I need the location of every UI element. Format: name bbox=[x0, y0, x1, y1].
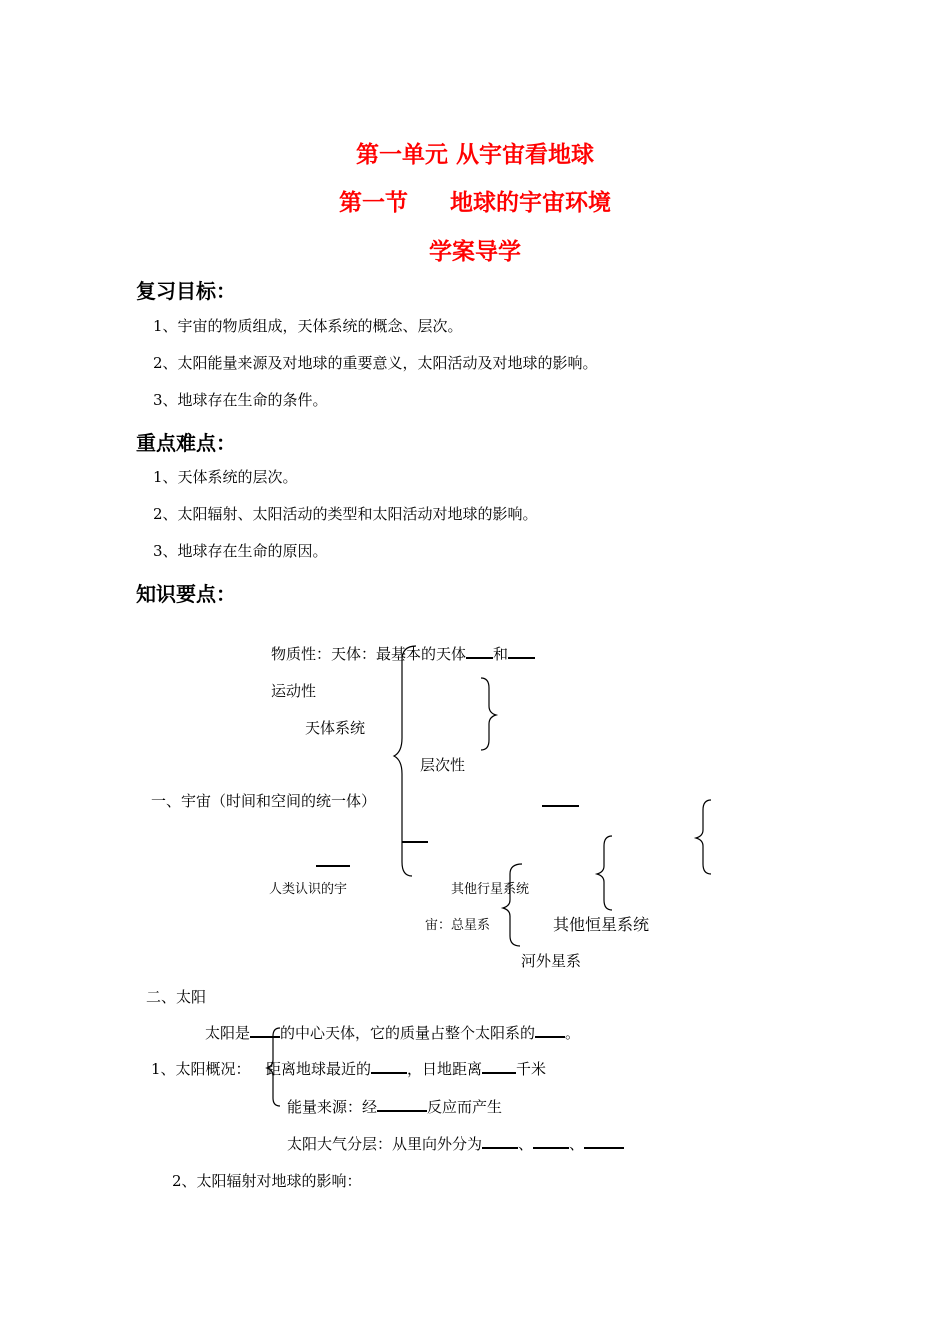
review-heading: 复习目标： bbox=[136, 279, 236, 303]
matter-line bbox=[271, 643, 535, 664]
blank[interactable] bbox=[533, 1133, 569, 1149]
sun-heading: 二、太阳 bbox=[146, 988, 207, 1006]
key-heading: 重点难点： bbox=[136, 431, 236, 455]
motion-label: 运动性 bbox=[271, 682, 317, 700]
blank[interactable] bbox=[535, 1022, 565, 1038]
sun-text: 反应而产生 bbox=[427, 1098, 503, 1116]
sun-text: ，日地距离 bbox=[407, 1060, 483, 1078]
blank[interactable] bbox=[466, 643, 493, 659]
key-item: 2、太阳辐射、太阳活动的类型和太阳活动对地球的影响。 bbox=[153, 505, 538, 523]
sun-line-3 bbox=[287, 1096, 502, 1117]
universe-label: 一、宇宙（时间和空间的统一体） bbox=[151, 792, 377, 810]
key-item: 1、天体系统的层次。 bbox=[153, 468, 298, 486]
sun-text: 太阳大气分层：从里向外分为 bbox=[287, 1135, 483, 1153]
far-right-brace bbox=[696, 800, 711, 874]
sun-text: 太阳是 bbox=[205, 1024, 251, 1042]
sun-radiation-label: 2、太阳辐射对地球的影响： bbox=[172, 1172, 362, 1190]
human-known-label: 人类认识的宇 bbox=[269, 882, 348, 897]
review-item: 1、宇宙的物质组成，天体系统的概念、层次。 bbox=[153, 317, 463, 335]
sun-text: 的中心天体，它的质量占整个太阳系的 bbox=[280, 1024, 536, 1042]
section-name: 地球的宇宙环境 bbox=[450, 190, 611, 216]
blank[interactable] bbox=[482, 1133, 518, 1149]
hierarchy-brace bbox=[481, 678, 496, 750]
sun-overview-label: 1、太阳概况： bbox=[151, 1060, 251, 1078]
blank[interactable] bbox=[371, 1058, 407, 1074]
galaxy-brace bbox=[503, 864, 522, 946]
matter-and: 和 bbox=[493, 645, 509, 663]
matter-text: 最基本的天体 bbox=[376, 645, 467, 663]
sun-text: 距离地球最近的 bbox=[266, 1060, 372, 1078]
sun-line-4 bbox=[287, 1133, 624, 1154]
key-item: 3、地球存在生命的原因。 bbox=[153, 542, 328, 560]
total-galaxy-label: 宙：总星系 bbox=[425, 918, 491, 933]
review-item: 3、地球存在生命的条件。 bbox=[153, 391, 328, 409]
other-star-label: 其他恒星系统 bbox=[553, 915, 650, 934]
blank[interactable] bbox=[482, 1058, 516, 1074]
hierarchy-label: 层次性 bbox=[420, 756, 466, 774]
other-planet-label: 其他行星系统 bbox=[451, 882, 530, 897]
separator: 、 bbox=[569, 1135, 585, 1153]
big-brace bbox=[394, 646, 416, 876]
sun-line-2 bbox=[266, 1058, 546, 1079]
sun-text: 。 bbox=[565, 1024, 581, 1042]
matter-prefix: 物质性：天体： bbox=[271, 645, 377, 663]
sun-text: 千米 bbox=[516, 1060, 547, 1078]
blank[interactable] bbox=[377, 1096, 427, 1112]
separator: 、 bbox=[518, 1135, 534, 1153]
section-title bbox=[0, 184, 950, 217]
sun-line-1 bbox=[205, 1022, 580, 1043]
knowledge-heading: 知识要点： bbox=[136, 582, 236, 606]
blank[interactable] bbox=[508, 643, 535, 659]
extragalactic-label: 河外星系 bbox=[521, 952, 582, 970]
celestial-system-label: 天体系统 bbox=[305, 719, 366, 737]
subtitle: 学案导学 bbox=[429, 239, 521, 265]
blank[interactable] bbox=[250, 1022, 280, 1038]
review-item: 2、太阳能量来源及对地球的重要意义，太阳活动及对地球的影响。 bbox=[153, 354, 598, 372]
blank[interactable] bbox=[584, 1133, 624, 1149]
star-brace bbox=[597, 836, 612, 910]
sun-text: 能量来源：经 bbox=[287, 1098, 378, 1116]
section-number: 第一节 bbox=[339, 190, 408, 216]
unit-title: 第一单元 从宇宙看地球 bbox=[355, 142, 594, 168]
